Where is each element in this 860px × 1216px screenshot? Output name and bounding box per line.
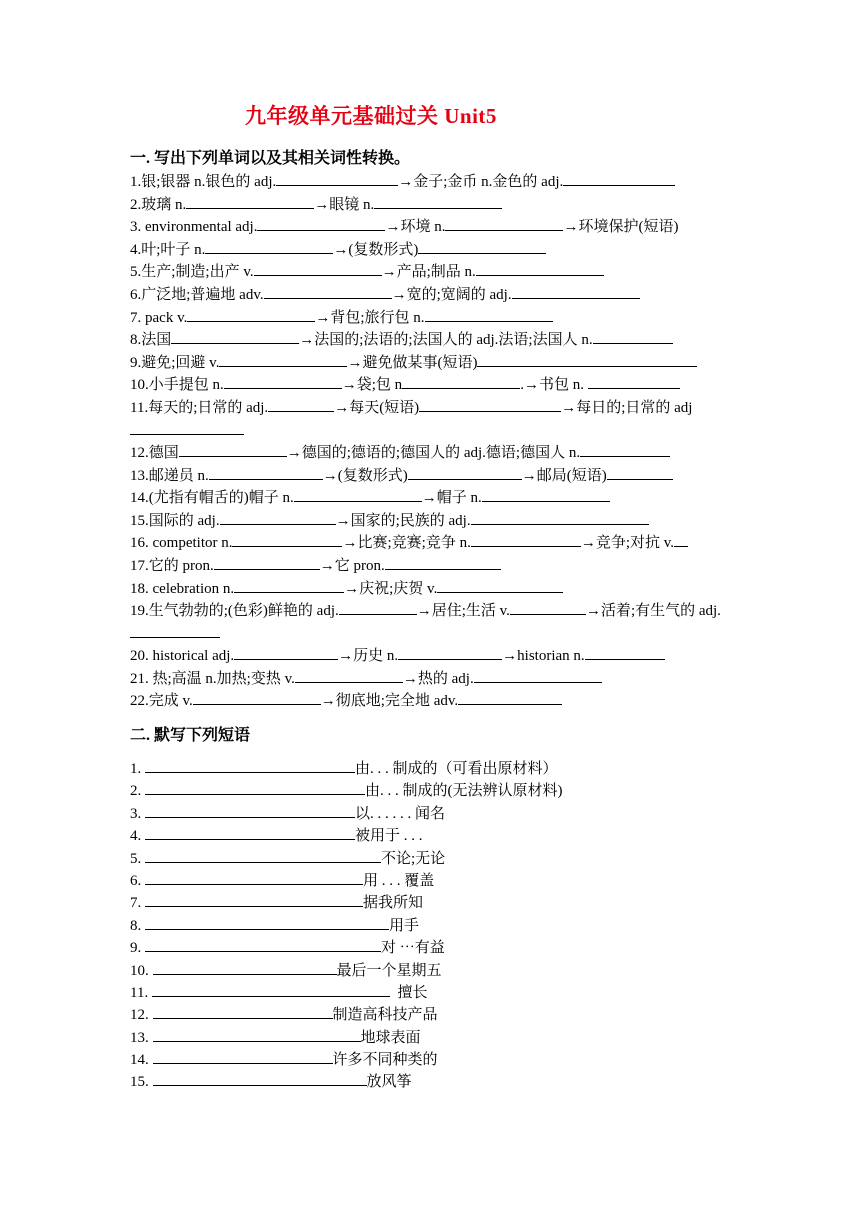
- list-item: 7. pack v. →背包;旅行包 n.: [130, 306, 732, 329]
- list-item: 19.生气勃勃的;(色彩)鲜艳的 adj. →居住;生活 v. →活着;有生气的 adj.: [130, 599, 732, 644]
- list-item: 10. 最后一个星期五: [130, 959, 732, 981]
- answer-blank[interactable]: [474, 667, 602, 683]
- page-title: 九年级单元基础过关 Unit5: [245, 104, 497, 128]
- list-item: 6. 用 . . . 覆盖: [130, 869, 732, 891]
- answer-blank[interactable]: [205, 238, 333, 254]
- section1-heading: 一. 写出下列单词以及其相关词性转换。: [130, 150, 411, 167]
- answer-blank[interactable]: [171, 328, 299, 344]
- section2-heading: 二. 默写下列短语: [130, 727, 251, 744]
- answer-blank[interactable]: [385, 554, 501, 570]
- list-item: 11.每天的;日常的 adj. →每天(短语) →每日的;日常的 adj: [130, 396, 732, 441]
- list-item: 3. environmental adj. →环境 n. →环境保护(短语): [130, 215, 732, 238]
- answer-blank[interactable]: [130, 622, 220, 638]
- answer-blank[interactable]: [219, 351, 347, 367]
- answer-blank[interactable]: [220, 509, 336, 525]
- list-item: 15. 放风筝: [130, 1070, 732, 1092]
- list-item: 2.玻璃 n. →眼镜 n.: [130, 193, 732, 216]
- answer-blank[interactable]: [152, 981, 390, 997]
- answer-blank[interactable]: [425, 306, 553, 322]
- answer-blank[interactable]: [593, 328, 673, 344]
- section1-list: [130, 170, 732, 712]
- list-item: 8.法国 →法国的;法语的;法国人的 adj.法语;法国人 n.: [130, 328, 732, 351]
- list-item: 5.生产;制造;出产 v. →产品;制品 n.: [130, 260, 732, 283]
- answer-blank[interactable]: [268, 396, 334, 412]
- section2-list: [130, 757, 732, 1093]
- list-item: 9. 对 ⋯有益: [130, 936, 732, 958]
- list-item: 4. 被用于 . . .: [130, 824, 732, 846]
- list-item: 15.国际的 adj. →国家的;民族的 adj.: [130, 509, 732, 532]
- answer-blank[interactable]: [234, 644, 338, 660]
- answer-blank[interactable]: [477, 351, 697, 367]
- list-item: 16. competitor n. →比赛;竞赛;竞争 n. →竞争;对抗 v.: [130, 531, 732, 554]
- answer-blank[interactable]: [224, 373, 342, 389]
- answer-blank[interactable]: [209, 464, 323, 480]
- answer-blank[interactable]: [674, 531, 688, 547]
- answer-blank[interactable]: [193, 689, 321, 705]
- answer-blank[interactable]: [276, 170, 398, 186]
- list-item: 13.邮递员 n. →(复数形式) →邮局(短语): [130, 464, 732, 487]
- answer-blank[interactable]: [437, 577, 563, 593]
- answer-blank[interactable]: [374, 193, 502, 209]
- list-item: 12. 制造高科技产品: [130, 1003, 732, 1025]
- list-item: 10.小手提包 n. →袋;包 n .→书包 n.: [130, 373, 732, 396]
- answer-blank[interactable]: [257, 215, 385, 231]
- answer-blank[interactable]: [145, 757, 355, 773]
- answer-blank[interactable]: [476, 260, 604, 276]
- answer-blank[interactable]: [398, 644, 502, 660]
- list-item: 12.德国 →德国的;德语的;德国人的 adj.德语;德国人 n.: [130, 441, 732, 464]
- list-item: 8. 用手: [130, 914, 732, 936]
- answer-blank[interactable]: [145, 779, 365, 795]
- answer-blank[interactable]: [214, 554, 320, 570]
- list-item: 17.它的 pron. →它 pron.: [130, 554, 732, 577]
- answer-blank[interactable]: [512, 283, 640, 299]
- answer-blank[interactable]: [408, 464, 522, 480]
- answer-blank[interactable]: [295, 667, 403, 683]
- answer-blank[interactable]: [187, 306, 315, 322]
- answer-blank[interactable]: [419, 396, 561, 412]
- answer-blank[interactable]: [588, 373, 680, 389]
- answer-blank[interactable]: [153, 959, 337, 975]
- answer-blank[interactable]: [339, 599, 417, 615]
- answer-blank[interactable]: [234, 577, 344, 593]
- answer-blank[interactable]: [153, 1003, 333, 1019]
- list-item: 20. historical adj. →历史 n. →historian n.: [130, 644, 732, 667]
- list-item: 1.银;银器 n.银色的 adj. →金子;金币 n.金色的 adj.: [130, 170, 732, 193]
- list-item: 3. 以. . . . . . 闻名: [130, 802, 732, 824]
- answer-blank[interactable]: [580, 441, 670, 457]
- answer-blank[interactable]: [254, 260, 382, 276]
- answer-blank[interactable]: [458, 689, 562, 705]
- answer-blank[interactable]: [145, 914, 389, 930]
- list-item: 14. 许多不同种类的: [130, 1048, 732, 1070]
- answer-blank[interactable]: [471, 509, 649, 525]
- answer-blank[interactable]: [264, 283, 392, 299]
- answer-blank[interactable]: [145, 936, 381, 952]
- list-item: 5. 不论;无论: [130, 847, 732, 869]
- answer-blank[interactable]: [145, 891, 363, 907]
- answer-blank[interactable]: [445, 215, 563, 231]
- answer-blank[interactable]: [510, 599, 586, 615]
- answer-blank[interactable]: [153, 1070, 367, 1086]
- list-item: 22.完成 v. →彻底地;完全地 adv.: [130, 689, 732, 712]
- list-item: 21. 热;高温 n.加热;变热 v. →热的 adj.: [130, 667, 732, 690]
- answer-blank[interactable]: [153, 1026, 361, 1042]
- answer-blank[interactable]: [145, 847, 381, 863]
- answer-blank[interactable]: [482, 486, 610, 502]
- answer-blank[interactable]: [130, 419, 244, 435]
- list-item: 13. 地球表面: [130, 1026, 732, 1048]
- answer-blank[interactable]: [232, 531, 342, 547]
- answer-blank[interactable]: [294, 486, 422, 502]
- list-item: 6.广泛地;普遍地 adv. →宽的;宽阔的 adj.: [130, 283, 732, 306]
- list-item: 4.叶;叶子 n. →(复数形式): [130, 238, 732, 261]
- list-item: 9.避免;回避 v. →避免做某事(短语): [130, 351, 732, 374]
- list-item: 1. 由. . . 制成的（可看出原材料）: [130, 757, 732, 779]
- answer-blank[interactable]: [607, 464, 673, 480]
- answer-blank[interactable]: [563, 170, 675, 186]
- answer-blank[interactable]: [153, 1048, 333, 1064]
- answer-blank[interactable]: [179, 441, 287, 457]
- list-item: 7. 据我所知: [130, 891, 732, 913]
- answer-blank[interactable]: [145, 824, 355, 840]
- answer-blank[interactable]: [402, 373, 520, 389]
- list-item: 14.(尤指有帽舌的)帽子 n. →帽子 n.: [130, 486, 732, 509]
- answer-blank[interactable]: [186, 193, 314, 209]
- answer-blank[interactable]: [585, 644, 665, 660]
- answer-blank[interactable]: [471, 531, 581, 547]
- answer-blank[interactable]: [145, 802, 355, 818]
- list-item: 18. celebration n. →庆祝;庆贺 v.: [130, 577, 732, 600]
- answer-blank[interactable]: [145, 869, 363, 885]
- answer-blank[interactable]: [418, 238, 546, 254]
- list-item: 11. 擅长: [130, 981, 732, 1003]
- list-item: 2. 由. . . 制成的(无法辨认原材料): [130, 779, 732, 801]
